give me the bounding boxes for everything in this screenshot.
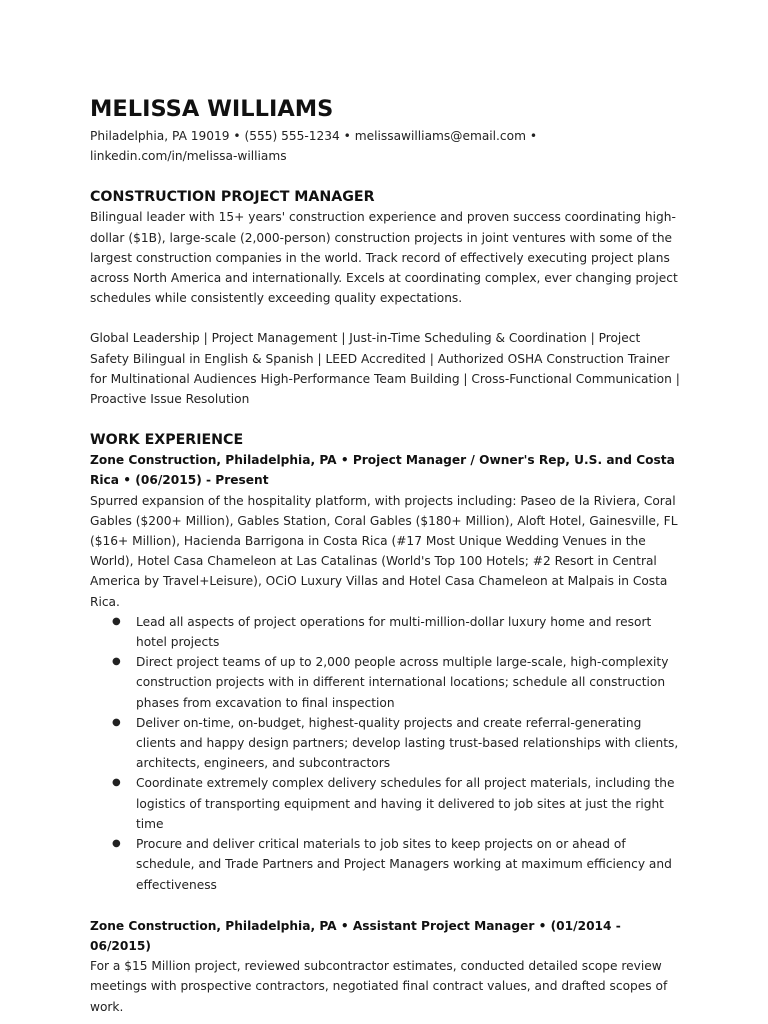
skills-list: Global Leadership | Project Management | Just-in-Time Scheduling & Coordination | Project Safety Bilingual in English & Spanish | LEED Accredited | Authorized OSHA Construction Trainer for Multinational Audiences High-Performance Team Building | Cross-Functional Communication | Proactive Issue Resolution: [90, 331, 680, 407]
bullet-text: Procure and deliver critical materials to job sites to keep projects on or ahead of schedule, and Trade Partners and Project Managers working at maximum efficiency and effectiveness: [136, 837, 672, 892]
job-entry-2: [90, 916, 682, 1017]
bullet-item: [90, 652, 682, 713]
bullet-text: Coordinate extremely complex delivery schedules for all project materials, including the logistics of transporting equipment and having it delivered to job sites at just the right time: [136, 776, 675, 831]
bullet-icon: ●: [112, 777, 121, 789]
bullet-item: [90, 713, 682, 774]
bullet-icon: ●: [112, 716, 121, 728]
summary-title: CONSTRUCTION PROJECT MANAGER: [90, 189, 375, 206]
job-heading: Zone Construction, Philadelphia, PA • Project Manager / Owner's Rep, U.S. and Costa Rica • (06/2015) - Present: [90, 453, 675, 488]
job-description: For a $15 Million project, reviewed subcontractor estimates, conducted detailed scope review meetings with prospective contractors, negotiated final contract values, and drafted scopes of work.: [90, 959, 668, 1014]
job-entry-1: [90, 450, 682, 894]
candidate-name: MELISSA WILLIAMS: [90, 96, 334, 122]
bullet-item: [90, 834, 682, 895]
bullet-text: Deliver on-time, on-budget, highest-quality projects and create referral-generating clients and happy design partners; develop lasting trust-based relationships with clients, architects, engineers, and subcontractors: [136, 715, 679, 771]
bullet-item: [90, 612, 682, 652]
summary-text: Bilingual leader with 15+ years' construction experience and proven success coordinating high-dollar ($1B), large-scale (2,000-person) construction projects in joint ventures with some of the largest construction companies in the world. Track record of effectively executing project plans across North America and internationally. Excels at coordinating complex, ever changing project schedules while consistently exceeding quality expectations.: [90, 210, 678, 306]
bullet-icon: ●: [112, 656, 121, 668]
resume-page: [90, 94, 682, 1017]
bullet-item: [90, 773, 682, 834]
contact-line: Philadelphia, PA 19019 • (555) 555-1234 • melissawilliams@email.com • linkedin.com/in/melissa-williams: [90, 129, 538, 164]
bullet-icon: ●: [112, 615, 121, 627]
bullet-text: Direct project teams of up to 2,000 people across multiple large-scale, high-complexity construction projects with in different international locations; schedule all construction phases from excavation to final inspection: [136, 655, 669, 710]
bullet-text: Lead all aspects of project operations for multi-million-dollar luxury home and resort hotel projects: [136, 614, 652, 650]
job-bullets: [90, 612, 682, 895]
job-heading: Zone Construction, Philadelphia, PA • Assistant Project Manager • (01/2014 - 06/2015): [90, 918, 621, 953]
job-description: Spurred expansion of the hospitality platform, with projects including: Paseo de la Riviera, Coral Gables ($200+ Million), Gables Station, Coral Gables ($180+ Million), Aloft Hotel, Gainesville, FL ($16+ Million), Hacienda Barrigona in Costa Rica (#17 Most Unique Wedding Venues in the World), Hotel Casa Chameleon at Las Catalinas (World's Top 100 Hotels; #2 Resort in Central America by Travel+Leisure), OCiO Luxury Villas and Hotel Casa Chameleon at Malpais in Costa Rica.: [90, 493, 678, 609]
experience-title: WORK EXPERIENCE: [90, 432, 244, 449]
bullet-icon: ●: [112, 838, 121, 850]
